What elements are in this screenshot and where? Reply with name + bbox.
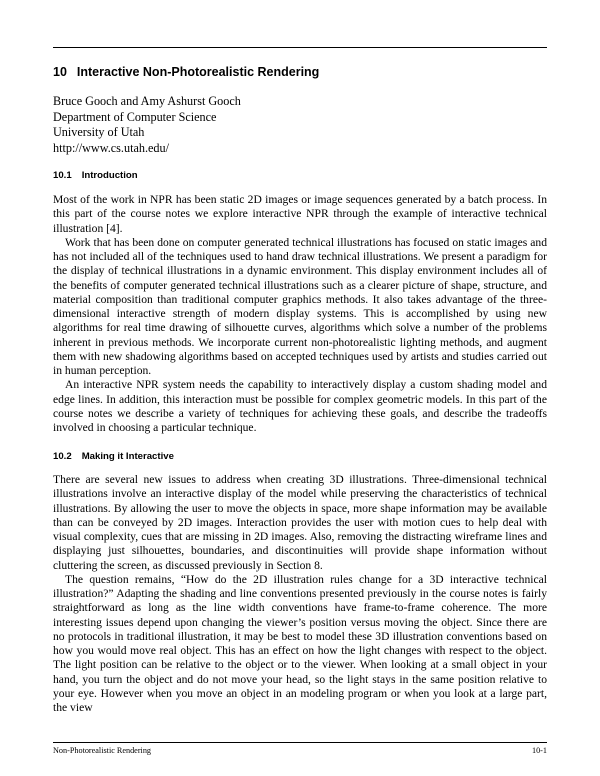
paragraph: Work that has been done on computer generated technical illustrations has focused on static images and has not included all of the techniques used to hand draw technical illustrations. We present a paradigm for the display of technical illustrations in a dynamic environment. This display environment includes all of the benefits of computer generated technical illustrations such as a clearer picture of shape, structure, and material composition than traditional computer graphics methods. It also takes advantage of the three-dimensional interactive strength of modern display systems. This is accomplished by using new algorithms for real time drawing of silhouette curves, algorithms which solve a number of the problems inherent in previous methods. We incorporate current non-photorealistic lighting methods, and augment them with new shadowing algorithms based on accepted techniques used by artists and studies carried out in human perception. (53, 235, 547, 377)
author-names: Bruce Gooch and Amy Ashurst Gooch (53, 94, 241, 108)
author-department: Department of Computer Science (53, 109, 217, 124)
section-title: Making it Interactive (81, 451, 174, 462)
section-body (53, 473, 547, 715)
section-title: Introduction (81, 170, 138, 181)
chapter-number: 10 (53, 65, 67, 79)
footer-rule (53, 742, 547, 743)
author-university: University of Utah (53, 125, 145, 140)
section-body (53, 193, 547, 435)
paragraph: Most of the work in NPR has been static 2D images or image sequences generated by a batch process. In this part of the course notes we explore interactive NPR through the example of interactive technical illustration [4]. (53, 193, 547, 235)
footer-course-title: Non-Photorealistic Rendering (53, 746, 152, 755)
paragraph: There are several new issues to address when creating 3D illustrations. Three-dimensional technical illustrations involve an interactive display of the model while preserving the characteristics of technical illustrations. By allowing the user to move the objects in space, more shape information may be available than can be conveyed by 2D images. Interaction provides the user with motion cues to help deal with visual complexity, cues that are missing in 2D images. Also, removing the distracting wireframe lines and displaying just silhouettes, boundaries, and discontinuities will provide shape information without cluttering the screen, as discussed previously in Section 8. (53, 473, 547, 572)
section-number: 10.2 (53, 451, 72, 462)
section-heading (53, 451, 547, 462)
section-heading (53, 170, 547, 181)
section-number: 10.1 (53, 170, 72, 181)
author-url: http://www.cs.utah.edu/ (53, 140, 169, 155)
header-rule (53, 47, 547, 48)
author-block (53, 94, 547, 156)
chapter-title (53, 65, 547, 79)
paragraph: An interactive NPR system needs the capability to interactively display a custom shading model and edge lines. In addition, this interaction must be possible for complex geometric models. In this part of the course notes we describe a variety of techniques for achieving these goals, and describe the tradeoffs involved in choosing a particular technique. (53, 378, 547, 434)
page-number: 10-1 (531, 746, 547, 755)
paragraph: The question remains, “How do the 2D illustration rules change for a 3D interactive technical illustration?” Adapting the shading and line conventions presented previously in the course notes is fairly straightforward as long as the line width conventions have frame-to-frame coherence. The more interesting issues depend upon changing the viewer’s position versus moving the object. Since there are no protocols in traditional illustration, it may be best to model these 3D illustration conventions based on how you would move real object. This has an effect on how the light changes with respect to the object. The light position can be relative to the object or to the viewer. When looking at a small object in your hand, you turn the object and do not move your head, so the light stays in the same position relative to your eye. However when you move an object in an modeling program or when you look at a large part, the view (53, 572, 547, 714)
chapter-title-text: Interactive Non-Photorealistic Rendering (76, 65, 320, 79)
